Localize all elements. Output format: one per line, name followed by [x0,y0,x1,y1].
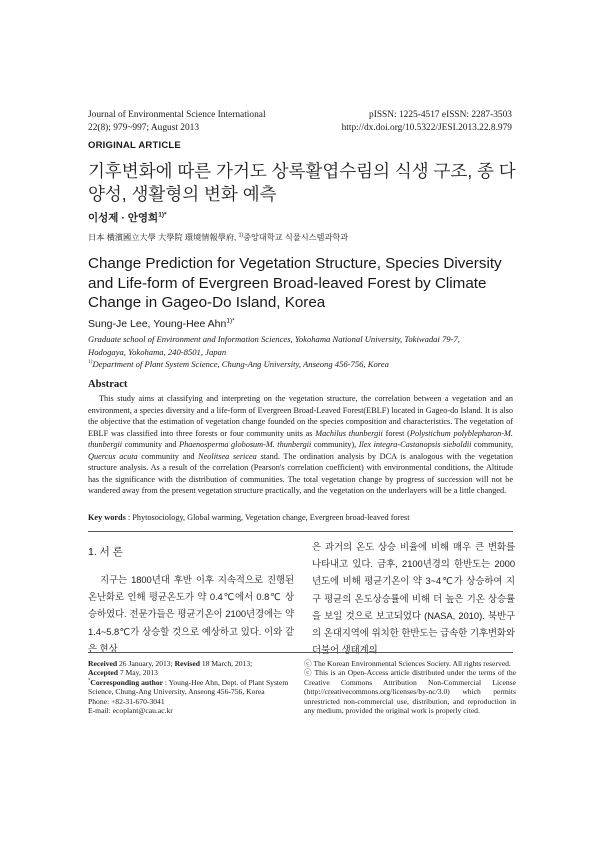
dates-line [88,659,293,668]
keywords-label: Key words [88,513,126,522]
english-authors [88,318,235,330]
volume-pages: 22(8); 979~997; August 2013 [88,122,200,133]
english-author-sup: 1)* [226,317,235,325]
journal-header-left [88,109,266,134]
issn: pISSN: 1225-4517 eISSN: 2287-3503 [369,110,512,120]
abstract-text: community and [122,440,180,450]
abstract-text: community), [311,440,359,450]
body-paragraph: 은 과거의 온도 상승 비율에 비해 매우 큰 변화를 나타내고 있다. 금후, 2100년경의 한반도는 2000년도에 비해 평균기온이 약 3~4℃가 상승하여 지구 평균의 온도상승률에 비해 더 높은 기온 상승률을 보일 것으로 보고되었다 (NASA, 2010). 북반구의 온대지역에 위치한 한반도는 급속한 기후변화와 더불어 생태계의 [312,541,515,656]
korean-affil-sup: 1) [238,232,244,239]
corr-sup: * [88,678,91,684]
accepted-label: Accepted [88,668,118,678]
abstract-text: This study aims at classifying and interpreting on the vegetation structure, the correlation between a vegetation and an environment, a species diversity and a life-form of Evergreen Broad-Leaved Forest(EBLF) located in Gageo-do Island. It is also the objective that the estimation of vegetation change founded on the species composition and characteristics. The vegetation of EBLF was classified into three forests or four community units as [88,394,513,438]
footnote-left [88,659,293,715]
korean-affiliation [88,232,348,243]
accepted-line [88,668,293,677]
section-heading: 1. 서 론 [88,546,123,558]
english-affil-line3: Department of Plant System Science, Chung-Ang University, Anseong 456-756, Korea [92,359,389,370]
received-label: Received [88,659,118,668]
english-affil-line1: Graduate school of Environment and Information Sciences, Yokohama National University, Tokiwadai 79-7, [88,334,460,344]
korean-affil-main: 日本 橫濱國立大學 大學院 環境情報學府, [88,233,237,242]
email-link[interactable]: E-mail: ecoplant@cau.ac.kr [88,706,173,716]
journal-header-right [342,109,512,134]
korean-title: 기후변화에 따른 가거도 상록활엽수림의 식생 구조, 종 다양성, 생활형의 변화 예측 [88,161,516,204]
phone: Phone: +82-31-670-3041 [88,696,165,706]
keywords [88,512,513,524]
doi-link[interactable]: http://dx.doi.org/10.5322/JESI.2013.22.8.979 [341,122,512,133]
species-name: Neolitsea sericea [198,451,257,461]
korean-author-names: 이성제 · 안영희 [88,212,159,224]
korean-affil-second: 중앙대학교 식물시스템과학과 [243,233,349,242]
corr-label: Corresponding author [90,677,164,687]
footnote-right [304,659,516,715]
revised-label: Revised [174,659,200,668]
corr-text: : Young-Hee Ahn, Dept. of Plant System Science, Chung-Ang University, Anseong 456-756, Korea [88,677,289,697]
keywords-text: : Phytosociology, Global warming, Vegetation change, Evergreen broad-leaved forest [125,513,410,522]
english-affiliation [88,333,528,371]
korean-author-sup: 1)* [158,211,167,219]
body-column-left [88,538,294,657]
article-type: ORIGINAL ARTICLE [88,140,181,151]
received-date: 26 January, 2013; [117,659,175,668]
abstract-text: community, [471,440,514,450]
accepted-date: 7 May, 2013 [117,668,158,678]
abstract-text: community and [137,451,199,461]
footnote-divider [88,652,513,653]
english-author-names: Sung-Je Lee, Young-Hee Ahn [88,318,227,330]
korean-authors [88,210,167,225]
abstract-heading: Abstract [88,379,128,390]
body-paragraph: 지구는 1800년대 후반 이후 지속적으로 진행된 온난화로 인해 평균온도가 약 0.4℃에서 0.8℃ 상승하였다. 전문가들은 평균기온이 2100년경에는 약 1.4~5.8℃가 상승할 것으로 예상하고 있다. 이와 같은 현상 [88,574,294,654]
revised-date: 18 March, 2013; [199,659,253,668]
body-column-right [312,538,515,658]
abstract-body [88,393,513,497]
license-text: ⓒ This is an Open-Access article distributed under the terms of the Creative Commons Attribution Non-Commercial License (http://creativecommons.org/licenses/by-nc/3.0) which permits unrestricted non-commercial use, distribution, and reproduction in any medium, provided the original work is properly cited. [304,668,516,716]
abstract-text: forest ( [382,428,410,438]
english-affil-sup: 1) [88,359,93,366]
keywords-divider [88,531,513,532]
species-name: Phaenosperma globosum-M. thunbergii [179,440,312,450]
english-affil-line2: Hodogaya, Yokohama, 240-8501, Japan [88,346,227,357]
english-title: Change Prediction for Vegetation Structure, Species Diversity and Life-form of Evergreen Broad-leaved Forest by Climate Change in Gageo-Do Island, Korea [88,255,502,311]
english-affil-line3-wrap [88,358,528,371]
species-name: Polystichum polyblepharon-M. thunbergii [88,428,513,450]
species-name: Quercus acuta [88,451,138,461]
copyright-line: ⓒ The Korean Environmental Sciences Society. All rights reserved. [304,659,511,668]
species-name: Machilus thunbergii [315,428,383,438]
species-name: Ilex integra-Castanopsis sieboldii [358,440,472,450]
journal-name: Journal of Environmental Science International [88,110,266,120]
abstract-text: stand. The ordination analysis by DCA is analogous with the vegetation structure analysis. As a result of the correlation (Pearson's correlation coefficient) with environmental conditions, the Altitude has the significance with the distribution of communities. The total vegetation change by progress of succession will not be wandered away from the present vegetation structure practically, and the vegetation on the underlayers will be a little changed. [88,451,513,496]
corresponding-author [88,678,293,697]
